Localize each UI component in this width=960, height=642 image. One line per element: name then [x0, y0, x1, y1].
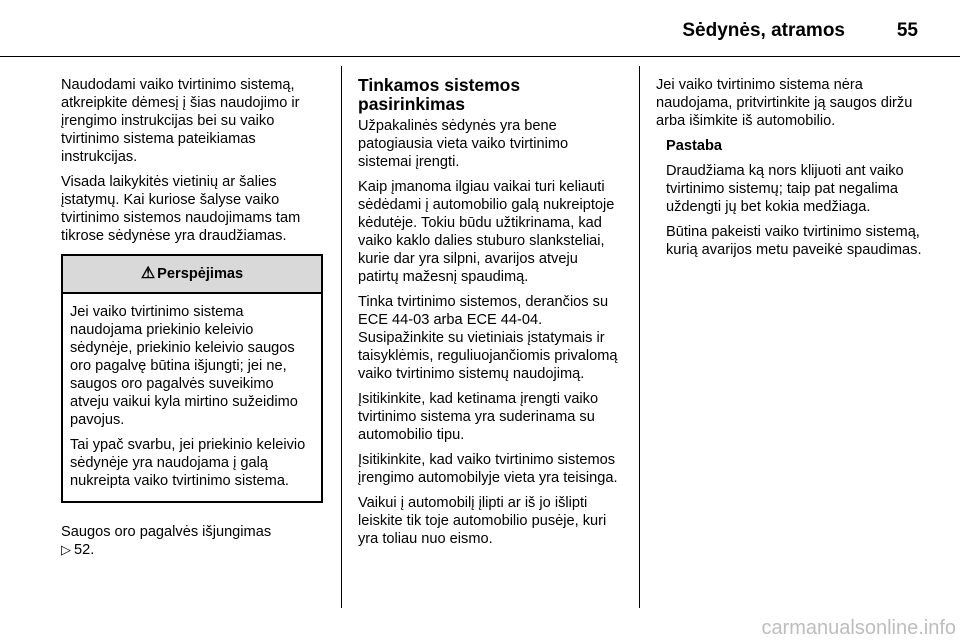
section-heading — [358, 76, 622, 114]
header-divider — [0, 56, 960, 57]
warning-paragraph-2: Tai ypač svarbu, jei priekinio keleivio sėdynėje yra naudojama į galą nukreipta vaiko tvirtinimo sistema. — [70, 437, 306, 489]
warning-paragraph-1: Jei vaiko tvirtinimo sistema naudojama priekinio keleivio sėdynėje, priekinio keleivio saugos oro pagalvę būtina išjungti; jei ne, saugos oro pagalvės suveikimo atveju vaikui kyla mirtino sužeidimo pavojus. — [70, 304, 298, 428]
column-divider-2 — [639, 66, 640, 608]
section-heading-line-2: pasirinkimas — [358, 94, 465, 114]
column-2 — [358, 76, 622, 555]
page-number: 55 — [896, 20, 918, 41]
unused-system-paragraph: Jei vaiko tvirtinimo sistema nėra naudojama, pritvirtinkite ją saugos diržu arba išimkite iš automobilio. — [656, 77, 913, 129]
compatibility-paragraph: Įsitikinkite, kad ketinama įrengti vaiko tvirtinimo sistema yra suderinama su automobilio tipu. — [358, 391, 599, 443]
rear-facing-paragraph: Kaip įmanoma ilgiau vaikai turi keliauti sėdėdami į automobilio galą nukreiptoje kėdutėje. Tokiu būdu užtikrinama, kad vaiko kaklo dalies stuburo slanksteliai, kurie dar yra silpni, avarijos atveju patirtų mažesnį spaudimą. — [358, 179, 615, 285]
note-paragraph-1: Draudžiama ką nors klijuoti ant vaiko tvirtinimo sistemų; taip pat negalima uždengti jų bet kokia medžiaga. — [666, 163, 904, 215]
section-heading-line-1: Tinkamos sistemos — [358, 75, 521, 95]
page-title: Sėdynės, atramos — [682, 20, 845, 41]
warning-title: Perspėjimas — [157, 266, 244, 282]
warning-header — [63, 256, 321, 294]
warning-triangle-icon: ⚠ — [140, 265, 156, 282]
airbag-reference-label: Saugos oro pagalvės išjungimas — [61, 524, 272, 540]
airbag-reference — [61, 523, 327, 559]
intro-paragraph: Naudodami vaiko tvirtinimo sistemą, atkreipkite dėmesį į šias naudojimo ir įrengimo instrukcijas bei su vaiko tvirtinimo sistema pateikiamas instrukcijas. — [61, 77, 300, 165]
laws-paragraph: Visada laikykitės vietinių ar šalies įstatymų. Kai kuriose šalyse vaiko tvirtinimo sistemos naudojimams tam tikrose sėdynėse yra draudžiamas. — [61, 174, 301, 244]
column-divider-1 — [341, 66, 342, 608]
warning-body — [63, 294, 321, 501]
note-title: Pastaba — [666, 138, 722, 154]
note-paragraph-2: Būtina pakeisti vaiko tvirtinimo sistemą, kurią avarijos metu paveikė spaudimas. — [666, 224, 922, 258]
watermark: carmanualsonline.info — [761, 617, 956, 639]
cross-reference-icon: ▷ — [61, 542, 71, 557]
note-block — [656, 137, 926, 259]
installation-paragraph: Įsitikinkite, kad vaiko tvirtinimo sistemos įrengimo automobilyje vieta yra teisinga. — [358, 452, 618, 486]
warning-box — [61, 254, 323, 503]
rear-seat-paragraph: Užpakalinės sėdynės yra bene patogiausia vieta vaiko tvirtinimo sistemai įrengti. — [358, 118, 569, 170]
ece-paragraph: Tinka tvirtinimo sistemos, derančios su ECE 44-03 arba ECE 44-04. Susipažinkite su vietiniais įstatymais ir taisyklėmis, reguliuojančiomis privalomą vaiko tvirtinimo sistemų naudojimą. — [358, 294, 618, 382]
column-1 — [61, 76, 327, 566]
column-3 — [656, 76, 926, 266]
traffic-side-paragraph: Vaikui į automobilį įlipti ar iš jo išlipti leiskite tik toje automobilio pusėje, kuri yra toliau nuo eismo. — [358, 495, 607, 547]
airbag-reference-page[interactable]: 52. — [74, 542, 95, 558]
